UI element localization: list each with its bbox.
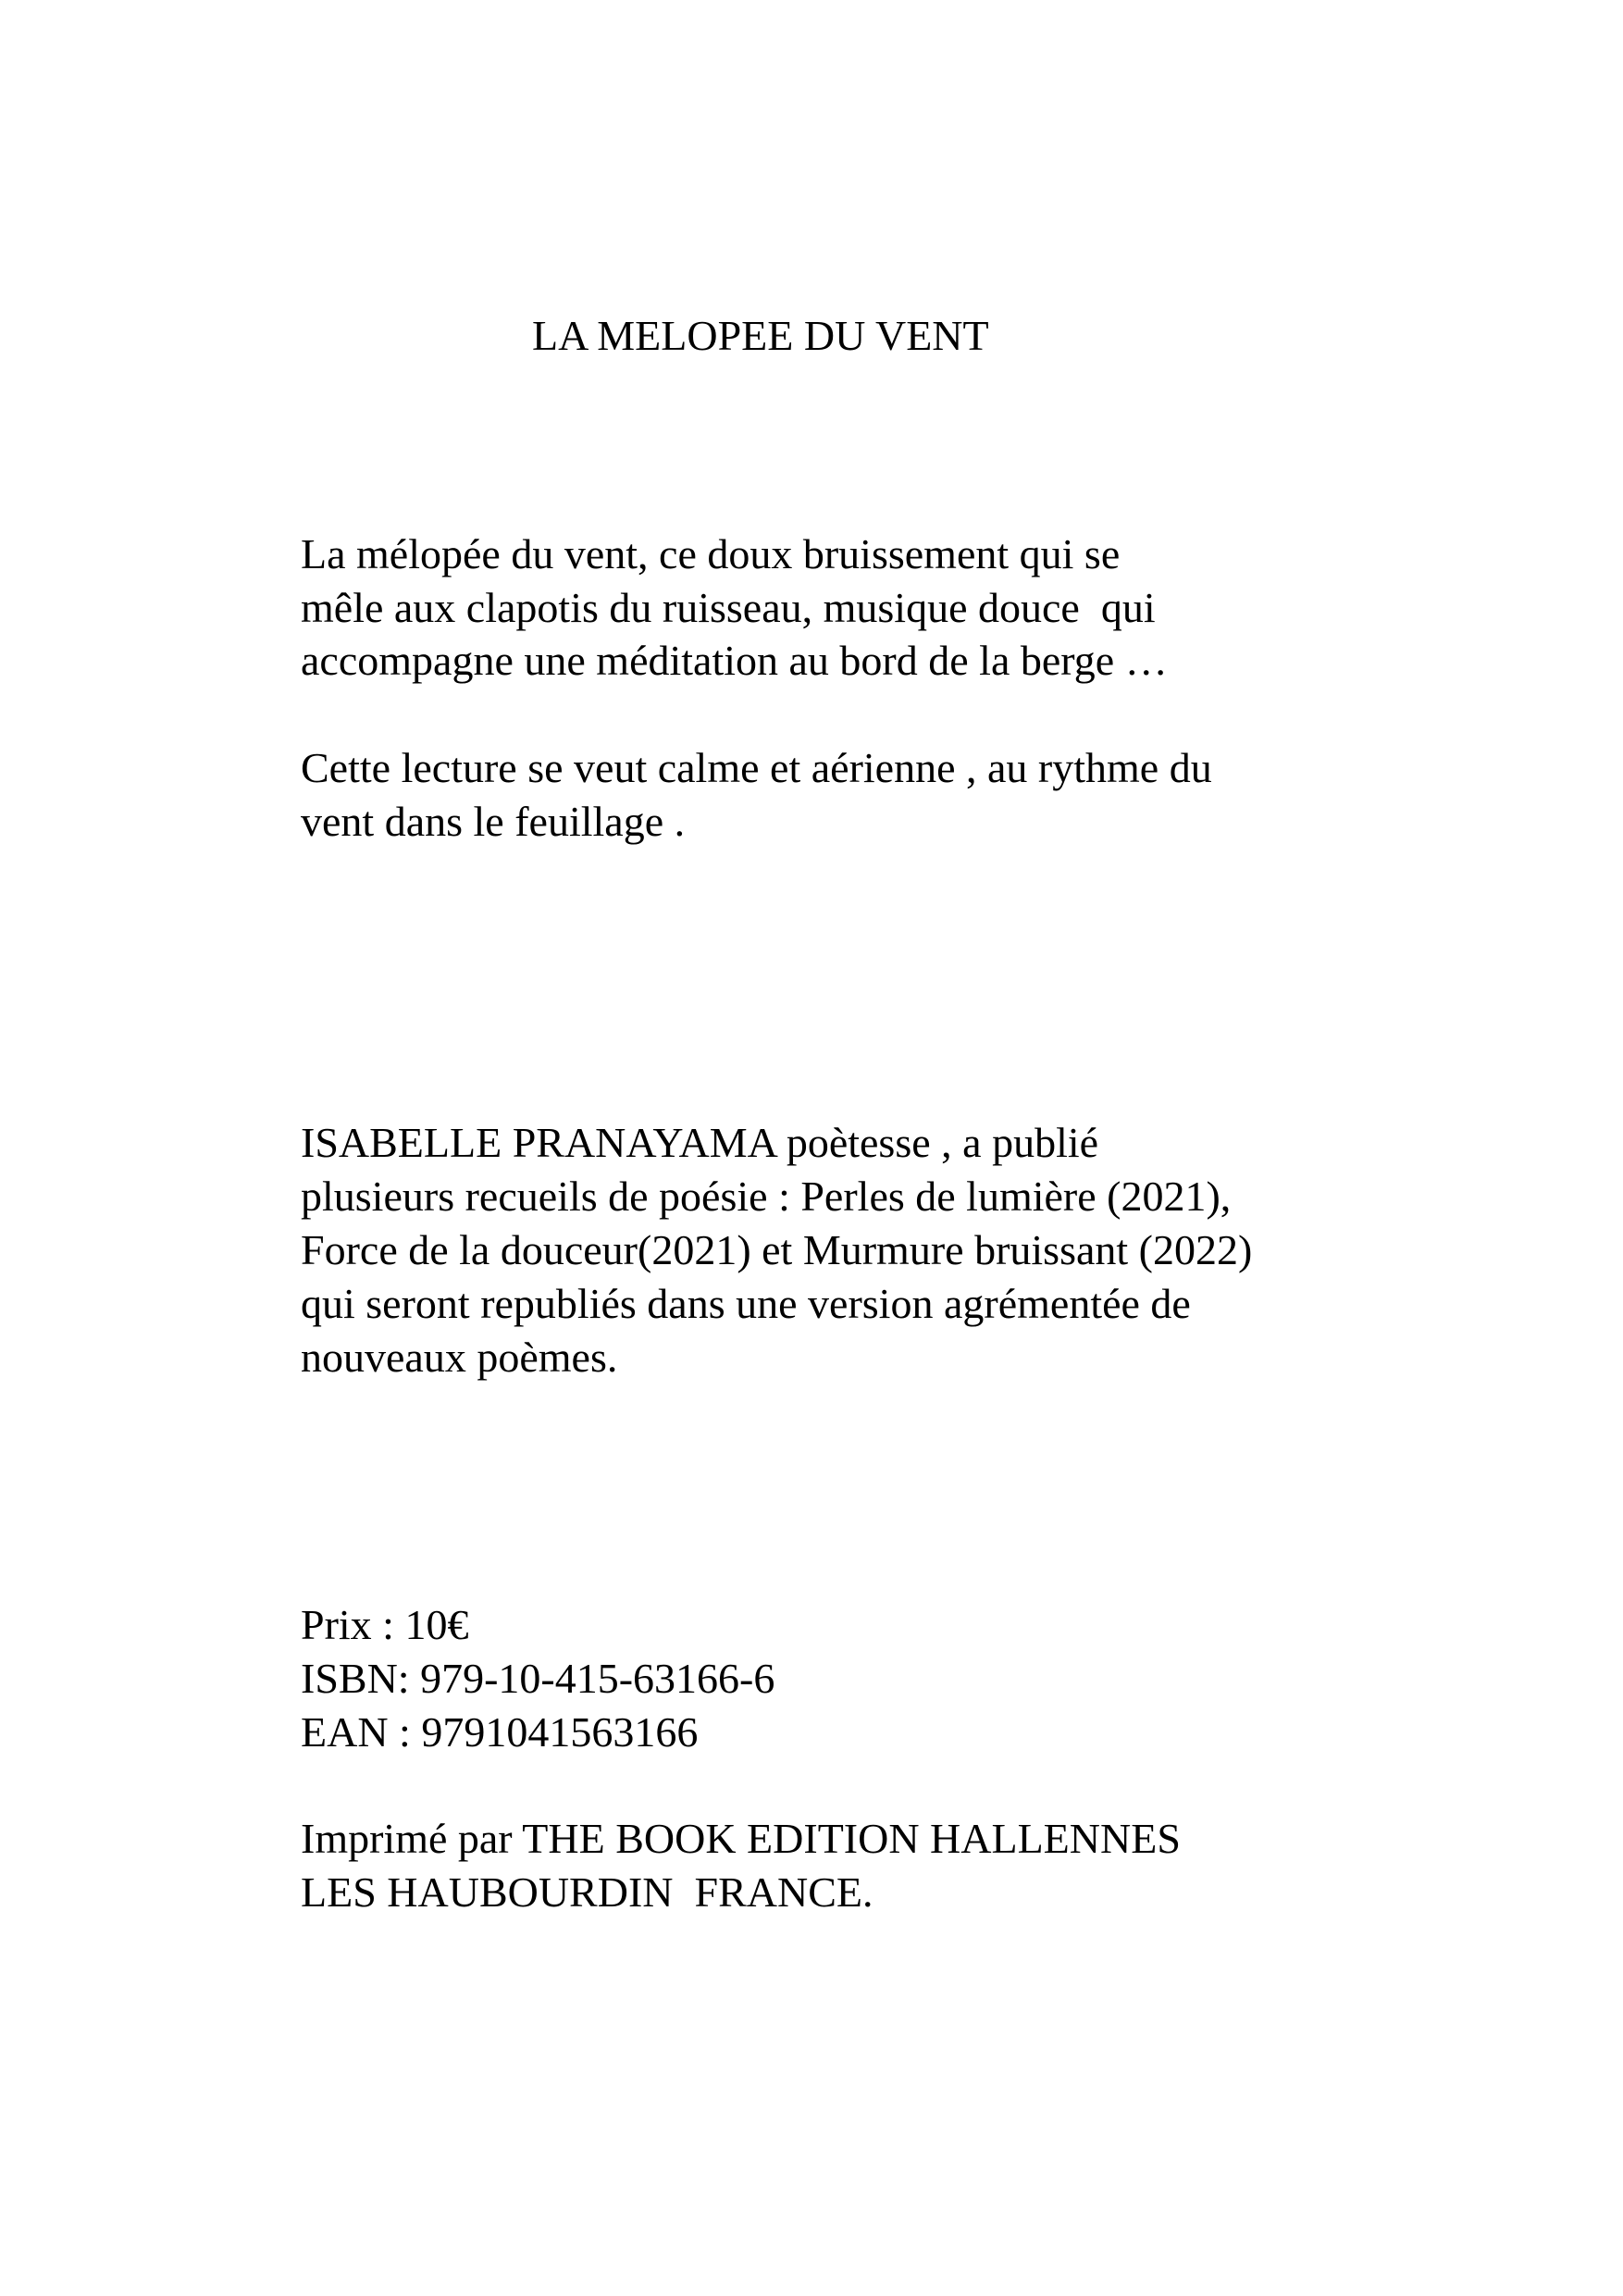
description-line: accompagne une méditation au bord de la berge … bbox=[301, 637, 1168, 684]
isbn: ISBN: 979-10-415-63166-6 bbox=[301, 1655, 775, 1702]
printer-line: LES HAUBOURDIN FRANCE. bbox=[301, 1868, 873, 1916]
description-line: Cette lecture se veut calme et aérienne , au rythme du bbox=[301, 744, 1212, 791]
author-bio-line: nouveaux poèmes. bbox=[301, 1334, 618, 1381]
book-title: LA MELOPEE DU VENT bbox=[532, 312, 989, 359]
printer-line: Imprimé par THE BOOK EDITION HALLENNES bbox=[301, 1815, 1181, 1862]
author-bio-line: plusieurs recueils de poésie : Perles de lumière (2021), bbox=[301, 1173, 1232, 1220]
ean: EAN : 9791041563166 bbox=[301, 1708, 699, 1756]
author-bio-line: ISABELLE PRANAYAMA poètesse , a publié bbox=[301, 1119, 1099, 1166]
description-line: La mélopée du vent, ce doux bruissement qui se bbox=[301, 530, 1121, 577]
description-line: mêle aux clapotis du ruisseau, musique douce qui bbox=[301, 584, 1156, 631]
description-line: vent dans le feuillage . bbox=[301, 798, 686, 845]
author-bio-line: Force de la douceur(2021) et Murmure bruissant (2022) bbox=[301, 1226, 1253, 1273]
price: Prix : 10€ bbox=[301, 1601, 469, 1648]
author-bio-line: qui seront republiés dans une version agrémentée de bbox=[301, 1280, 1191, 1327]
